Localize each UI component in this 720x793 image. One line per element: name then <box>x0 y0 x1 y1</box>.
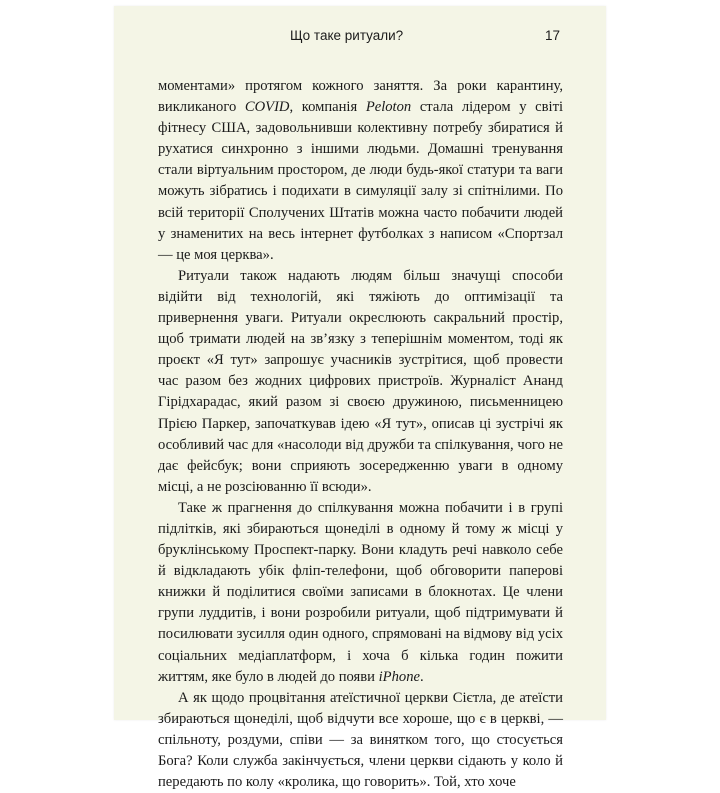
paragraph <box>158 266 563 498</box>
text-segment: , компанія <box>289 99 366 116</box>
chapter-title: Що таке ритуали? <box>290 28 404 43</box>
text-segment: моментами» протягом кожного заняття. За роки карантину, викликаного <box>158 78 563 116</box>
text-segment: Таке ж прагнення до спілкування можна побачити і в групі підлітків, які збираються щонеділі в одному й тому ж місці у бруклінському Проспект-парку. Вони кладуть речі навколо себе й відкладають убік фліп-телефони, щоб обговорити паперові книжки й поділитися своїми записами в блокнотах. Це члени групи луддитів, і вони розробили ритуали, щоб підтримувати й посилювати зусилля один одного, спрямовані на відмову від усіх соціальних медіаплатформ, і хоча б кілька годин пожити життям, яке було в людей до появи <box>158 499 563 685</box>
text-segment: стала лідером у світі фітнесу США, задовольнивши колективну потребу збиратися й рухатися синхронно з іншими людьми. Домашні тренування стали віртуальним простором, де люди будь-якої статури та ваги можуть зібратись і подихати в симуляції залу зі спітнілими. По всій території Сполучених Штатів можна часто побачити людей у знаменитих на весь інтернет футболках з написом «Спортзал — це моя церква». <box>158 99 564 263</box>
book-page <box>114 6 606 791</box>
body-text <box>158 76 563 793</box>
text-segment: Ритуали також надають людям більш значущі способи відійти від технологій, які тяжіють до оптимізації та привернення уваги. Ритуали окреслюють сакральний простір, щоб тримати людей на зв’язку з теперішнім моментом, тоді як проєкт «Я тут» запрошує учасників зустрітися, щоб провести час разом без жодних цифрових пристроїв. Журналіст Ананд Гірідхарадас, який разом зі своєю дружиною, письменницею Прією Паркер, започаткував ідею «Я тут», описав ці зустрічі як особливий час для «насолоди від дружби та спілкування, чого не дає фейсбук; вони сприяють зосередженню уваги в одному місці, а не розсіюванню її всюди». <box>158 267 563 495</box>
page-number: 17 <box>544 28 560 43</box>
text-segment: А як щодо процвітання атеїстичної церкви Сієтла, де атеїсти збираються щонеділі, щоб відчути все хороше, що є в церкві, — спільноту, роздуми, співи — за винятком того, що стосується Бога? Коли служба закінчується, члени церкви сідають у коло й передають по колу «кролика, що говорить». Той, хто хоче <box>158 689 563 791</box>
text-segment-italic: COVID <box>244 99 290 116</box>
running-header <box>114 28 606 48</box>
text-segment-italic: iPhone <box>378 668 420 685</box>
paragraph <box>158 688 563 793</box>
paragraph <box>158 76 563 266</box>
text-segment-italic: Peloton <box>365 99 412 116</box>
paragraph <box>158 498 563 688</box>
text-segment: . <box>419 668 424 685</box>
